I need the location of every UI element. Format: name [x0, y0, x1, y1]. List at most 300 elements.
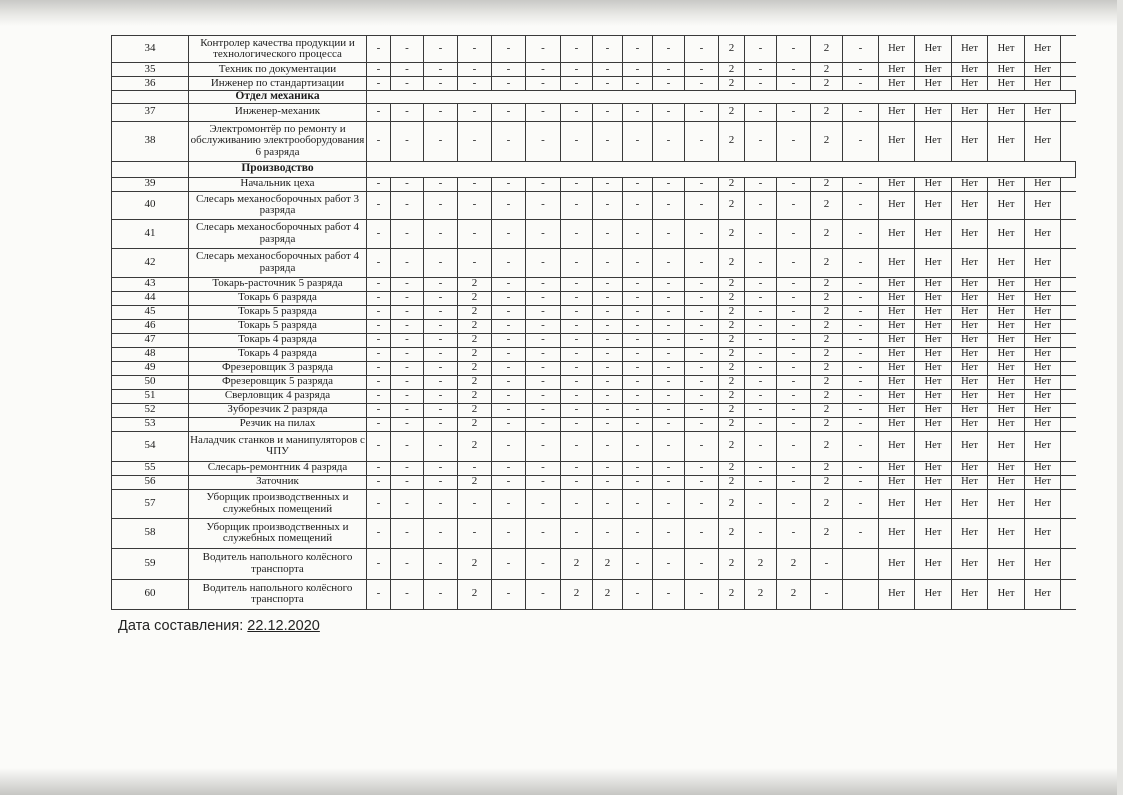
position-name: Токарь 4 разряда	[189, 347, 367, 361]
value-cell: 2	[719, 219, 745, 248]
value-cell: -	[653, 579, 685, 609]
value-cell: -	[593, 248, 623, 277]
scan-right-edge	[1117, 0, 1123, 795]
value-cell: -	[492, 431, 526, 461]
flag-cell: Нет	[879, 219, 915, 248]
flag-cell: Нет	[988, 489, 1025, 518]
value-cell: -	[424, 375, 458, 389]
flag-cell: Нет	[988, 36, 1025, 63]
value-cell: -	[561, 177, 593, 191]
value-cell: 2	[811, 305, 843, 319]
flag-cell: Нет	[879, 461, 915, 475]
flag-cell: Нет	[1025, 475, 1061, 489]
table-row	[112, 77, 1076, 91]
value-cell: -	[561, 305, 593, 319]
value-cell: -	[623, 177, 653, 191]
value-cell: -	[745, 489, 777, 518]
value-cell: -	[745, 63, 777, 77]
value-cell: -	[843, 403, 879, 417]
section-title: Отдел механика	[189, 91, 367, 104]
value-cell: -	[685, 375, 719, 389]
value-cell: -	[653, 177, 685, 191]
value-cell: -	[424, 461, 458, 475]
value-cell: -	[843, 333, 879, 347]
value-cell: -	[458, 103, 492, 121]
value-cell: -	[623, 191, 653, 219]
value-cell: -	[843, 63, 879, 77]
value-cell: -	[526, 403, 561, 417]
value-cell: -	[492, 489, 526, 518]
value-cell: -	[811, 548, 843, 579]
flag-cell: Нет	[915, 319, 952, 333]
flag-cell: Нет	[879, 518, 915, 548]
value-cell: 2	[777, 579, 811, 609]
value-cell: -	[745, 518, 777, 548]
flag-cell: Нет	[952, 177, 988, 191]
flag-cell: Нет	[879, 177, 915, 191]
flag-cell: Нет	[952, 305, 988, 319]
value-cell: -	[367, 219, 391, 248]
value-cell: -	[526, 305, 561, 319]
value-cell: 2	[811, 461, 843, 475]
value-cell: -	[745, 305, 777, 319]
value-cell: -	[526, 548, 561, 579]
position-name: Начальник цеха	[189, 177, 367, 191]
value-cell: -	[367, 347, 391, 361]
value-cell: -	[685, 219, 719, 248]
value-cell: -	[561, 248, 593, 277]
position-name: Заточник	[189, 475, 367, 489]
value-cell: 2	[719, 548, 745, 579]
value-cell: -	[458, 518, 492, 548]
value-cell: -	[685, 347, 719, 361]
flag-cell: Нет	[988, 291, 1025, 305]
table-row	[112, 417, 1076, 431]
flag-cell: Нет	[915, 461, 952, 475]
value-cell: -	[653, 375, 685, 389]
value-cell: -	[653, 475, 685, 489]
value-cell: -	[391, 277, 424, 291]
value-cell: -	[685, 518, 719, 548]
value-cell: -	[561, 475, 593, 489]
value-cell: -	[458, 177, 492, 191]
value-cell: -	[653, 121, 685, 161]
value-cell: -	[653, 518, 685, 548]
value-cell: -	[593, 36, 623, 63]
flag-cell: Нет	[952, 461, 988, 475]
value-cell: -	[745, 277, 777, 291]
row-number: 45	[112, 305, 189, 319]
flag-cell: Нет	[879, 248, 915, 277]
flag-cell: Нет	[952, 431, 988, 461]
position-name: Зуборезчик 2 разряда	[189, 403, 367, 417]
value-cell: -	[367, 579, 391, 609]
clipped-cell	[1061, 333, 1076, 347]
value-cell: -	[391, 389, 424, 403]
value-cell: -	[685, 475, 719, 489]
value-cell: 2	[811, 333, 843, 347]
value-cell: 2	[811, 475, 843, 489]
value-cell: -	[593, 361, 623, 375]
value-cell: -	[424, 77, 458, 91]
row-number: 43	[112, 277, 189, 291]
flag-cell: Нет	[952, 375, 988, 389]
value-cell: -	[685, 121, 719, 161]
row-number: 40	[112, 191, 189, 219]
clipped-cell	[1061, 579, 1076, 609]
value-cell: -	[623, 461, 653, 475]
value-cell: -	[561, 36, 593, 63]
value-cell: 2	[811, 417, 843, 431]
value-cell: -	[745, 375, 777, 389]
value-cell: -	[526, 63, 561, 77]
flag-cell: Нет	[915, 77, 952, 91]
table-row	[112, 489, 1076, 518]
value-cell: -	[745, 177, 777, 191]
value-cell: -	[777, 375, 811, 389]
value-cell: -	[458, 191, 492, 219]
value-cell: -	[492, 475, 526, 489]
value-cell: -	[424, 347, 458, 361]
value-cell: -	[685, 63, 719, 77]
flag-cell: Нет	[1025, 305, 1061, 319]
flag-cell: Нет	[1025, 548, 1061, 579]
flag-cell: Нет	[879, 63, 915, 77]
row-number: 53	[112, 417, 189, 431]
value-cell: -	[424, 103, 458, 121]
value-cell: -	[745, 403, 777, 417]
flag-cell: Нет	[952, 475, 988, 489]
value-cell: -	[623, 431, 653, 461]
value-cell: -	[623, 291, 653, 305]
position-name: Фрезеровщик 3 разряда	[189, 361, 367, 375]
value-cell: -	[623, 518, 653, 548]
row-number: 36	[112, 77, 189, 91]
value-cell: -	[561, 77, 593, 91]
value-cell: -	[843, 417, 879, 431]
flag-cell: Нет	[952, 319, 988, 333]
value-cell: -	[593, 191, 623, 219]
value-cell: -	[653, 36, 685, 63]
row-number: 54	[112, 431, 189, 461]
value-cell: -	[367, 36, 391, 63]
value-cell: 2	[811, 63, 843, 77]
value-cell: -	[777, 277, 811, 291]
flag-cell: Нет	[988, 103, 1025, 121]
flag-cell: Нет	[988, 319, 1025, 333]
value-cell: -	[458, 63, 492, 77]
value-cell: -	[391, 36, 424, 63]
flag-cell: Нет	[1025, 431, 1061, 461]
value-cell: -	[526, 333, 561, 347]
value-cell: 2	[458, 305, 492, 319]
position-name: Слесарь механосборочных работ 4 разряда	[189, 248, 367, 277]
flag-cell: Нет	[952, 389, 988, 403]
value-cell: -	[492, 518, 526, 548]
clipped-cell	[1061, 475, 1076, 489]
flag-cell: Нет	[1025, 389, 1061, 403]
position-name: Инженер по стандартизации	[189, 77, 367, 91]
value-cell: -	[526, 177, 561, 191]
value-cell: -	[623, 375, 653, 389]
value-cell: -	[367, 305, 391, 319]
value-cell: -	[367, 248, 391, 277]
value-cell: -	[492, 403, 526, 417]
value-cell: -	[593, 121, 623, 161]
value-cell: -	[367, 277, 391, 291]
value-cell: -	[526, 121, 561, 161]
clipped-cell	[1061, 291, 1076, 305]
value-cell: 2	[811, 389, 843, 403]
value-cell: -	[561, 291, 593, 305]
value-cell: -	[424, 248, 458, 277]
value-cell: -	[593, 177, 623, 191]
value-cell: -	[424, 277, 458, 291]
flag-cell: Нет	[879, 191, 915, 219]
value-cell: -	[367, 361, 391, 375]
value-cell: 2	[811, 518, 843, 548]
flag-cell: Нет	[915, 361, 952, 375]
flag-cell: Нет	[952, 518, 988, 548]
value-cell: -	[843, 277, 879, 291]
flag-cell: Нет	[952, 248, 988, 277]
table-row	[112, 333, 1076, 347]
position-name: Токарь-расточник 5 разряда	[189, 277, 367, 291]
row-number: 42	[112, 248, 189, 277]
value-cell: -	[653, 461, 685, 475]
flag-cell: Нет	[988, 361, 1025, 375]
value-cell: -	[424, 518, 458, 548]
value-cell: -	[745, 36, 777, 63]
value-cell: -	[561, 333, 593, 347]
value-cell: -	[593, 461, 623, 475]
value-cell: -	[424, 403, 458, 417]
value-cell: 2	[458, 548, 492, 579]
flag-cell: Нет	[952, 347, 988, 361]
value-cell: -	[685, 417, 719, 431]
flag-cell: Нет	[879, 489, 915, 518]
row-number: 48	[112, 347, 189, 361]
value-cell: -	[843, 461, 879, 475]
value-cell: 2	[811, 177, 843, 191]
flag-cell: Нет	[952, 77, 988, 91]
section-empty-cells	[367, 161, 1076, 177]
value-cell: -	[685, 305, 719, 319]
flag-cell: Нет	[952, 277, 988, 291]
value-cell: -	[424, 417, 458, 431]
value-cell: -	[811, 579, 843, 609]
value-cell: 2	[719, 191, 745, 219]
value-cell: -	[492, 579, 526, 609]
value-cell: -	[492, 36, 526, 63]
value-cell: -	[843, 77, 879, 91]
value-cell: -	[367, 177, 391, 191]
value-cell: -	[653, 63, 685, 77]
value-cell: -	[593, 403, 623, 417]
value-cell: 2	[719, 389, 745, 403]
value-cell: 2	[719, 248, 745, 277]
scan-top-shadow	[0, 0, 1123, 26]
value-cell: -	[843, 431, 879, 461]
value-cell: -	[561, 361, 593, 375]
value-cell: -	[391, 305, 424, 319]
table-row	[112, 121, 1076, 161]
value-cell: -	[843, 375, 879, 389]
flag-cell: Нет	[1025, 518, 1061, 548]
value-cell: -	[526, 461, 561, 475]
value-cell: -	[777, 177, 811, 191]
flag-cell: Нет	[988, 333, 1025, 347]
row-number: 41	[112, 219, 189, 248]
clipped-cell	[1061, 248, 1076, 277]
value-cell: -	[623, 77, 653, 91]
value-cell: 2	[719, 103, 745, 121]
position-name: Техник по документации	[189, 63, 367, 77]
value-cell: -	[843, 36, 879, 63]
flag-cell: Нет	[988, 177, 1025, 191]
value-cell: -	[391, 361, 424, 375]
value-cell: -	[492, 305, 526, 319]
value-cell: -	[561, 347, 593, 361]
value-cell: 2	[561, 579, 593, 609]
value-cell: -	[526, 431, 561, 461]
value-cell: 2	[811, 347, 843, 361]
value-cell: -	[653, 291, 685, 305]
value-cell: -	[653, 347, 685, 361]
value-cell: -	[843, 248, 879, 277]
table-row	[112, 579, 1076, 609]
flag-cell: Нет	[952, 219, 988, 248]
flag-cell: Нет	[1025, 291, 1061, 305]
value-cell: -	[745, 121, 777, 161]
value-cell: -	[424, 219, 458, 248]
value-cell: -	[424, 389, 458, 403]
value-cell: 2	[811, 431, 843, 461]
value-cell: -	[367, 121, 391, 161]
row-number: 47	[112, 333, 189, 347]
value-cell: -	[685, 77, 719, 91]
section-row	[112, 161, 1076, 177]
flag-cell: Нет	[1025, 36, 1061, 63]
flag-cell: Нет	[1025, 375, 1061, 389]
value-cell: -	[745, 347, 777, 361]
value-cell: 2	[719, 305, 745, 319]
flag-cell: Нет	[1025, 579, 1061, 609]
value-cell: -	[843, 305, 879, 319]
value-cell: 2	[811, 291, 843, 305]
position-name: Водитель напольного колёсного транспорта	[189, 548, 367, 579]
flag-cell: Нет	[988, 518, 1025, 548]
value-cell: -	[777, 361, 811, 375]
flag-cell: Нет	[879, 36, 915, 63]
value-cell: -	[367, 403, 391, 417]
value-cell: -	[745, 219, 777, 248]
flag-cell: Нет	[879, 277, 915, 291]
value-cell: -	[623, 489, 653, 518]
value-cell: -	[777, 36, 811, 63]
value-cell: -	[623, 361, 653, 375]
position-name: Токарь 5 разряда	[189, 319, 367, 333]
clipped-cell	[1061, 489, 1076, 518]
value-cell: 2	[811, 103, 843, 121]
flag-cell: Нет	[988, 389, 1025, 403]
value-cell: -	[526, 489, 561, 518]
position-name: Токарь 4 разряда	[189, 333, 367, 347]
value-cell: -	[391, 461, 424, 475]
value-cell: 2	[458, 347, 492, 361]
value-cell: -	[424, 177, 458, 191]
value-cell: 2	[458, 361, 492, 375]
value-cell: -	[561, 121, 593, 161]
flag-cell: Нет	[879, 319, 915, 333]
value-cell: -	[653, 77, 685, 91]
clipped-cell	[1061, 361, 1076, 375]
value-cell: -	[367, 291, 391, 305]
value-cell: -	[391, 548, 424, 579]
value-cell: -	[623, 347, 653, 361]
value-cell: 2	[561, 548, 593, 579]
value-cell: 2	[719, 347, 745, 361]
flag-cell: Нет	[915, 177, 952, 191]
table-row	[112, 475, 1076, 489]
value-cell: -	[843, 219, 879, 248]
value-cell: -	[623, 579, 653, 609]
flag-cell: Нет	[1025, 277, 1061, 291]
value-cell: -	[367, 63, 391, 77]
value-cell: -	[391, 63, 424, 77]
value-cell: -	[367, 103, 391, 121]
clipped-cell	[1061, 177, 1076, 191]
clipped-cell	[1061, 319, 1076, 333]
flag-cell: Нет	[879, 291, 915, 305]
value-cell: -	[391, 489, 424, 518]
value-cell: 2	[811, 489, 843, 518]
value-cell: -	[492, 333, 526, 347]
value-cell: -	[367, 489, 391, 518]
value-cell: -	[391, 417, 424, 431]
value-cell: -	[777, 389, 811, 403]
value-cell: -	[391, 518, 424, 548]
flag-cell: Нет	[915, 475, 952, 489]
value-cell: -	[653, 277, 685, 291]
value-cell: -	[561, 319, 593, 333]
table-row	[112, 219, 1076, 248]
value-cell: -	[653, 319, 685, 333]
flag-cell: Нет	[915, 548, 952, 579]
attestation-table	[111, 35, 1076, 610]
flag-cell: Нет	[1025, 347, 1061, 361]
flag-cell: Нет	[988, 77, 1025, 91]
value-cell: 2	[593, 548, 623, 579]
value-cell: -	[492, 191, 526, 219]
flag-cell: Нет	[1025, 177, 1061, 191]
flag-cell: Нет	[988, 63, 1025, 77]
value-cell: -	[777, 403, 811, 417]
value-cell: -	[526, 475, 561, 489]
section-row	[112, 91, 1076, 104]
table-row	[112, 347, 1076, 361]
value-cell: 2	[719, 291, 745, 305]
flag-cell: Нет	[952, 191, 988, 219]
value-cell: -	[561, 191, 593, 219]
value-cell: -	[623, 389, 653, 403]
value-cell: -	[843, 361, 879, 375]
value-cell: -	[777, 305, 811, 319]
value-cell: 2	[777, 548, 811, 579]
position-name: Резчик на пилах	[189, 417, 367, 431]
flag-cell: Нет	[1025, 417, 1061, 431]
flag-cell: Нет	[1025, 361, 1061, 375]
